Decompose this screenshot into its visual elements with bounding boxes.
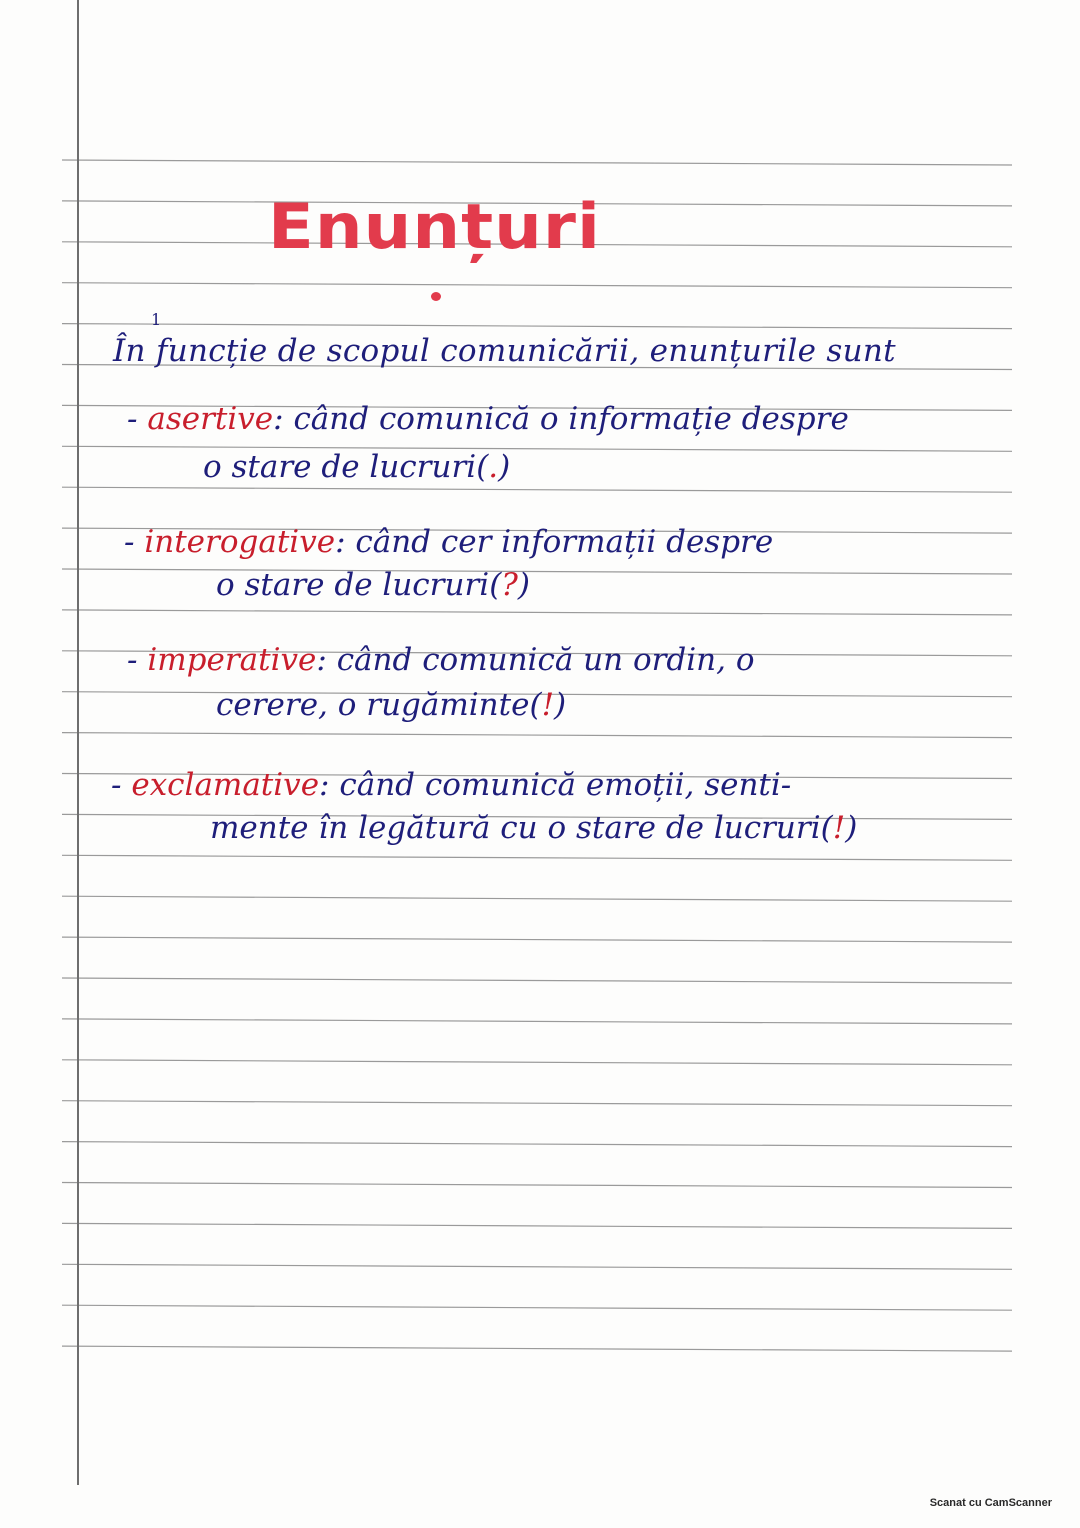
item-dash: - [124, 524, 145, 560]
list-item-continuation [216, 567, 531, 603]
item-definition-cont: o stare de lucruri [203, 449, 477, 485]
ruled-line [62, 1223, 1012, 1228]
item-punctuation-mark: ! [832, 810, 846, 846]
margin-line [77, 0, 79, 1485]
item-mark-open: ( [476, 449, 489, 485]
ruled-line [62, 896, 1012, 901]
item-dash: - [127, 642, 148, 678]
ruled-line [62, 1019, 1012, 1024]
item-term: exclamative [131, 767, 320, 803]
item-mark-close: ) [845, 810, 858, 846]
ruled-line [62, 1346, 1012, 1351]
list-item-continuation [216, 687, 567, 723]
item-mark-open: ( [820, 810, 833, 846]
item-dash: - [127, 401, 148, 437]
ruled-line [62, 283, 1012, 288]
ruled-line [62, 1060, 1012, 1065]
item-definition-cont: cerere, o rugăminte [216, 687, 530, 723]
item-punctuation-mark: . [488, 449, 499, 485]
ruled-line [62, 1305, 1012, 1310]
title-comma-mark [431, 292, 441, 301]
ruled-line [62, 978, 1012, 983]
ruled-line [62, 1264, 1012, 1269]
item-term: interogative [144, 524, 336, 560]
list-item-exclamative [111, 767, 792, 803]
item-definition: : când cer informații despre [335, 524, 774, 560]
item-definition: : când comunică o informație despre [273, 401, 849, 437]
scanner-watermark: Scanat cu CamScanner [929, 1497, 1052, 1509]
ruled-line [62, 160, 1012, 165]
intro-text: În funcție de scopul comunicării, enunțurile sunt [113, 333, 896, 369]
ruled-line [62, 733, 1012, 738]
item-punctuation-mark: ! [541, 687, 555, 723]
ruled-line [62, 569, 1012, 574]
list-item-continuation [203, 449, 511, 485]
item-definition-cont: o stare de lucruri [216, 567, 490, 603]
item-definition: : când comunică un ordin, o [316, 642, 755, 678]
item-mark-open: ( [489, 567, 502, 603]
ruled-line [62, 855, 1012, 860]
ruled-line [62, 487, 1012, 492]
ruled-line [62, 1101, 1012, 1106]
item-dash: - [111, 767, 132, 803]
ruled-line [62, 937, 1012, 942]
list-item-asertive [127, 401, 849, 437]
item-term: imperative [147, 642, 317, 678]
item-mark-close: ) [554, 687, 567, 723]
list-item-interogative [124, 524, 774, 560]
item-definition: : când comunică emoții, senti- [319, 767, 792, 803]
ruled-line [62, 1142, 1012, 1147]
item-mark-close: ) [517, 567, 531, 603]
ruled-line [62, 324, 1012, 329]
ruled-line [62, 610, 1012, 615]
item-term: asertive [147, 401, 274, 437]
item-mark-open: ( [529, 687, 542, 723]
page-title: Enunțuri [268, 190, 602, 263]
item-mark-close: ) [498, 449, 511, 485]
accent-mark: 1 [151, 310, 162, 329]
ruled-line [62, 1183, 1012, 1188]
item-punctuation-mark: ? [501, 567, 518, 603]
item-definition-cont: mente în legătură cu o stare de lucruri [210, 810, 821, 846]
list-item-continuation [210, 810, 858, 846]
list-item-imperative [127, 642, 755, 678]
